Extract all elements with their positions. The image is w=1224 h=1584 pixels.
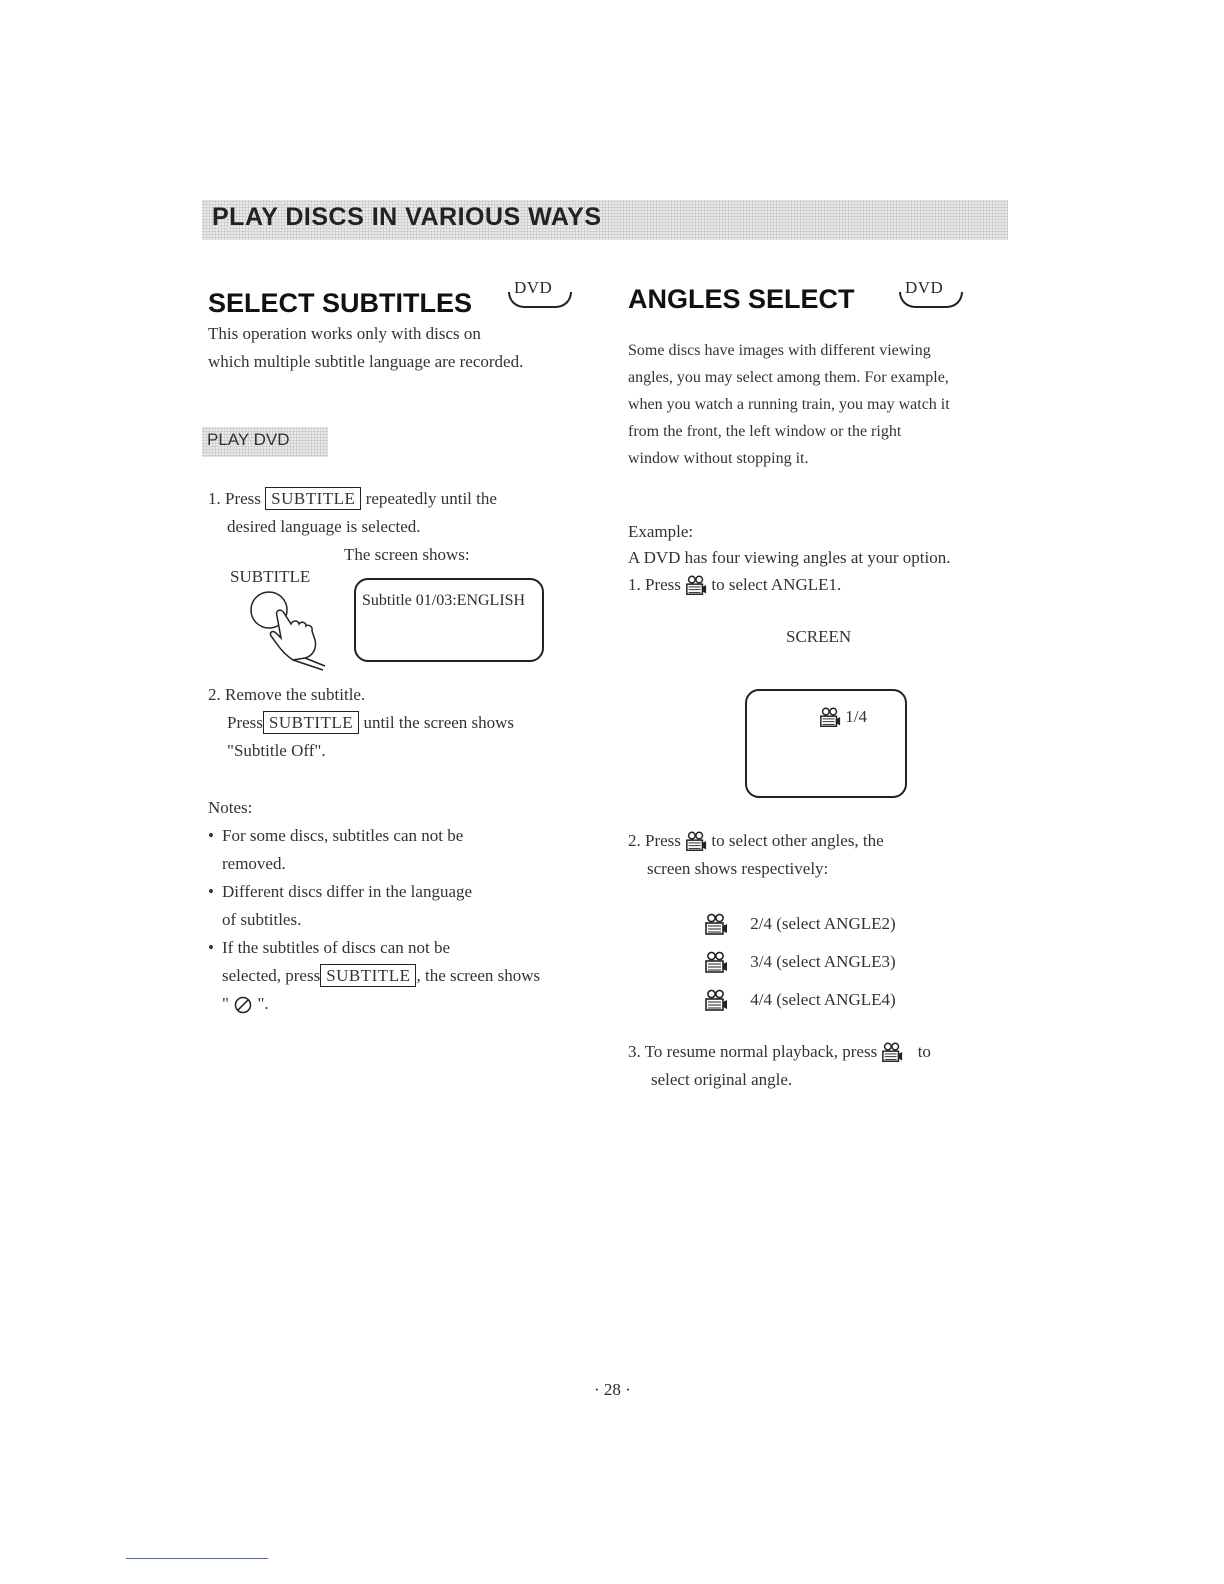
hand-press-icon — [245, 586, 335, 672]
step2-pre: 2. Press — [628, 831, 681, 850]
section-banner — [202, 200, 1008, 240]
subtitles-heading: SELECT SUBTITLES — [208, 288, 473, 318]
angles-step-3 — [628, 1038, 1028, 1094]
screen-label: SCREEN — [786, 627, 852, 646]
angle-option — [704, 943, 896, 981]
angles-intro-line: window without stopping it. — [628, 450, 809, 467]
angle-camera-icon — [881, 1042, 903, 1064]
note-line: • Different discs differ in the language — [222, 882, 473, 901]
angle-camera-icon — [685, 831, 707, 853]
note-line: removed. — [222, 854, 286, 873]
step3-pre: 3. To resume normal playback, press — [628, 1042, 878, 1061]
step2-after: until the screen shows — [363, 713, 515, 732]
angle-option-text: 4/4 (select ANGLE4) — [750, 990, 896, 1009]
dvd-logo-icon — [500, 280, 576, 314]
example-title: Example: — [628, 522, 694, 541]
angles-intro-line: when you watch a running train, you may watch it — [628, 396, 950, 413]
screen-shows-caption: The screen shows: — [344, 545, 470, 564]
angle-screen-value: 1/4 — [845, 707, 867, 726]
angles-intro-line: from the front, the left window or the right — [628, 423, 902, 440]
prohibited-icon — [233, 995, 253, 1015]
notes-list — [222, 822, 622, 1018]
step1-post: to select ANGLE1. — [711, 575, 842, 594]
angle-options-list — [704, 905, 896, 1019]
angle-camera-icon — [704, 913, 728, 937]
angles-intro-line: angles, you may select among them. For example, — [628, 369, 949, 386]
footer-divider — [126, 1558, 268, 1559]
play-dvd-label — [202, 427, 328, 457]
subtitles-step-1 — [208, 485, 608, 541]
step3-line2: select original angle. — [651, 1070, 793, 1089]
angle-camera-icon — [685, 575, 707, 597]
step2-press: Press — [227, 713, 263, 732]
angles-heading: ANGLES SELECT — [628, 284, 855, 314]
step1-pre: 1. Press — [628, 575, 681, 594]
angle-screen-content — [819, 703, 867, 731]
step2-post: to select other angles, the — [711, 831, 884, 850]
note-line: • For some discs, subtitles can not be — [222, 826, 464, 845]
angle-camera-icon — [704, 951, 728, 975]
subtitle-key: SUBTITLE — [265, 487, 361, 510]
angle-option-text: 3/4 (select ANGLE3) — [750, 952, 896, 971]
quote-mark: ". — [257, 994, 269, 1013]
notes-title: Notes: — [208, 798, 253, 817]
banner-title: PLAY DISCS IN VARIOUS WAYS — [212, 203, 602, 231]
dvd-logo-text: DVD — [905, 278, 944, 297]
subtitle-button-caption: SUBTITLE — [230, 567, 311, 586]
angles-intro-line: Some discs have images with different viewing — [628, 342, 931, 359]
step3-post: to — [917, 1042, 931, 1061]
subtitles-step-2 — [208, 681, 608, 765]
example-line: A DVD has four viewing angles at your option. — [628, 548, 951, 567]
angle-option — [704, 905, 896, 943]
angle-camera-icon — [819, 707, 841, 729]
quote-mark: " — [222, 994, 229, 1013]
step1-after: repeatedly until the — [365, 489, 497, 508]
subtitles-intro-line: This operation works only with discs on — [208, 324, 481, 343]
angle-screen-display — [745, 689, 907, 798]
note-line: of subtitles. — [222, 910, 302, 929]
note-line: • If the subtitles of discs can not be — [222, 938, 451, 957]
note-item — [222, 822, 622, 878]
subtitles-intro — [208, 320, 608, 376]
step1-line2: desired language is selected. — [227, 517, 421, 536]
subtitle-key: SUBTITLE — [263, 711, 359, 734]
angles-intro — [628, 337, 1013, 472]
step1-press: 1. Press — [208, 489, 261, 508]
angle-camera-icon — [704, 989, 728, 1013]
subtitle-screen-display — [354, 578, 544, 662]
subtitle-screen-text: Subtitle 01/03:ENGLISH — [362, 592, 526, 609]
step2-line3: "Subtitle Off". — [227, 741, 326, 760]
note-item — [222, 934, 622, 1018]
step2-line2: screen shows respectively: — [647, 859, 829, 878]
note-line: , the screen shows — [416, 966, 541, 985]
note-line: selected, press — [222, 966, 321, 985]
note-item — [222, 878, 622, 934]
subtitles-intro-line: which multiple subtitle language are recorded. — [208, 352, 524, 371]
dvd-logo-text: DVD — [514, 278, 553, 297]
angle-option-text: 2/4 (select ANGLE2) — [750, 914, 896, 933]
angles-step-1 — [628, 571, 841, 599]
angle-option — [704, 981, 896, 1019]
angles-step-2 — [628, 827, 1008, 883]
step2-line1: 2. Remove the subtitle. — [208, 685, 366, 704]
dvd-logo-icon — [891, 280, 967, 314]
page-number: · 28 · — [594, 1380, 631, 1399]
play-dvd-label-text: PLAY DVD — [207, 430, 290, 449]
subtitle-key: SUBTITLE — [320, 964, 416, 987]
